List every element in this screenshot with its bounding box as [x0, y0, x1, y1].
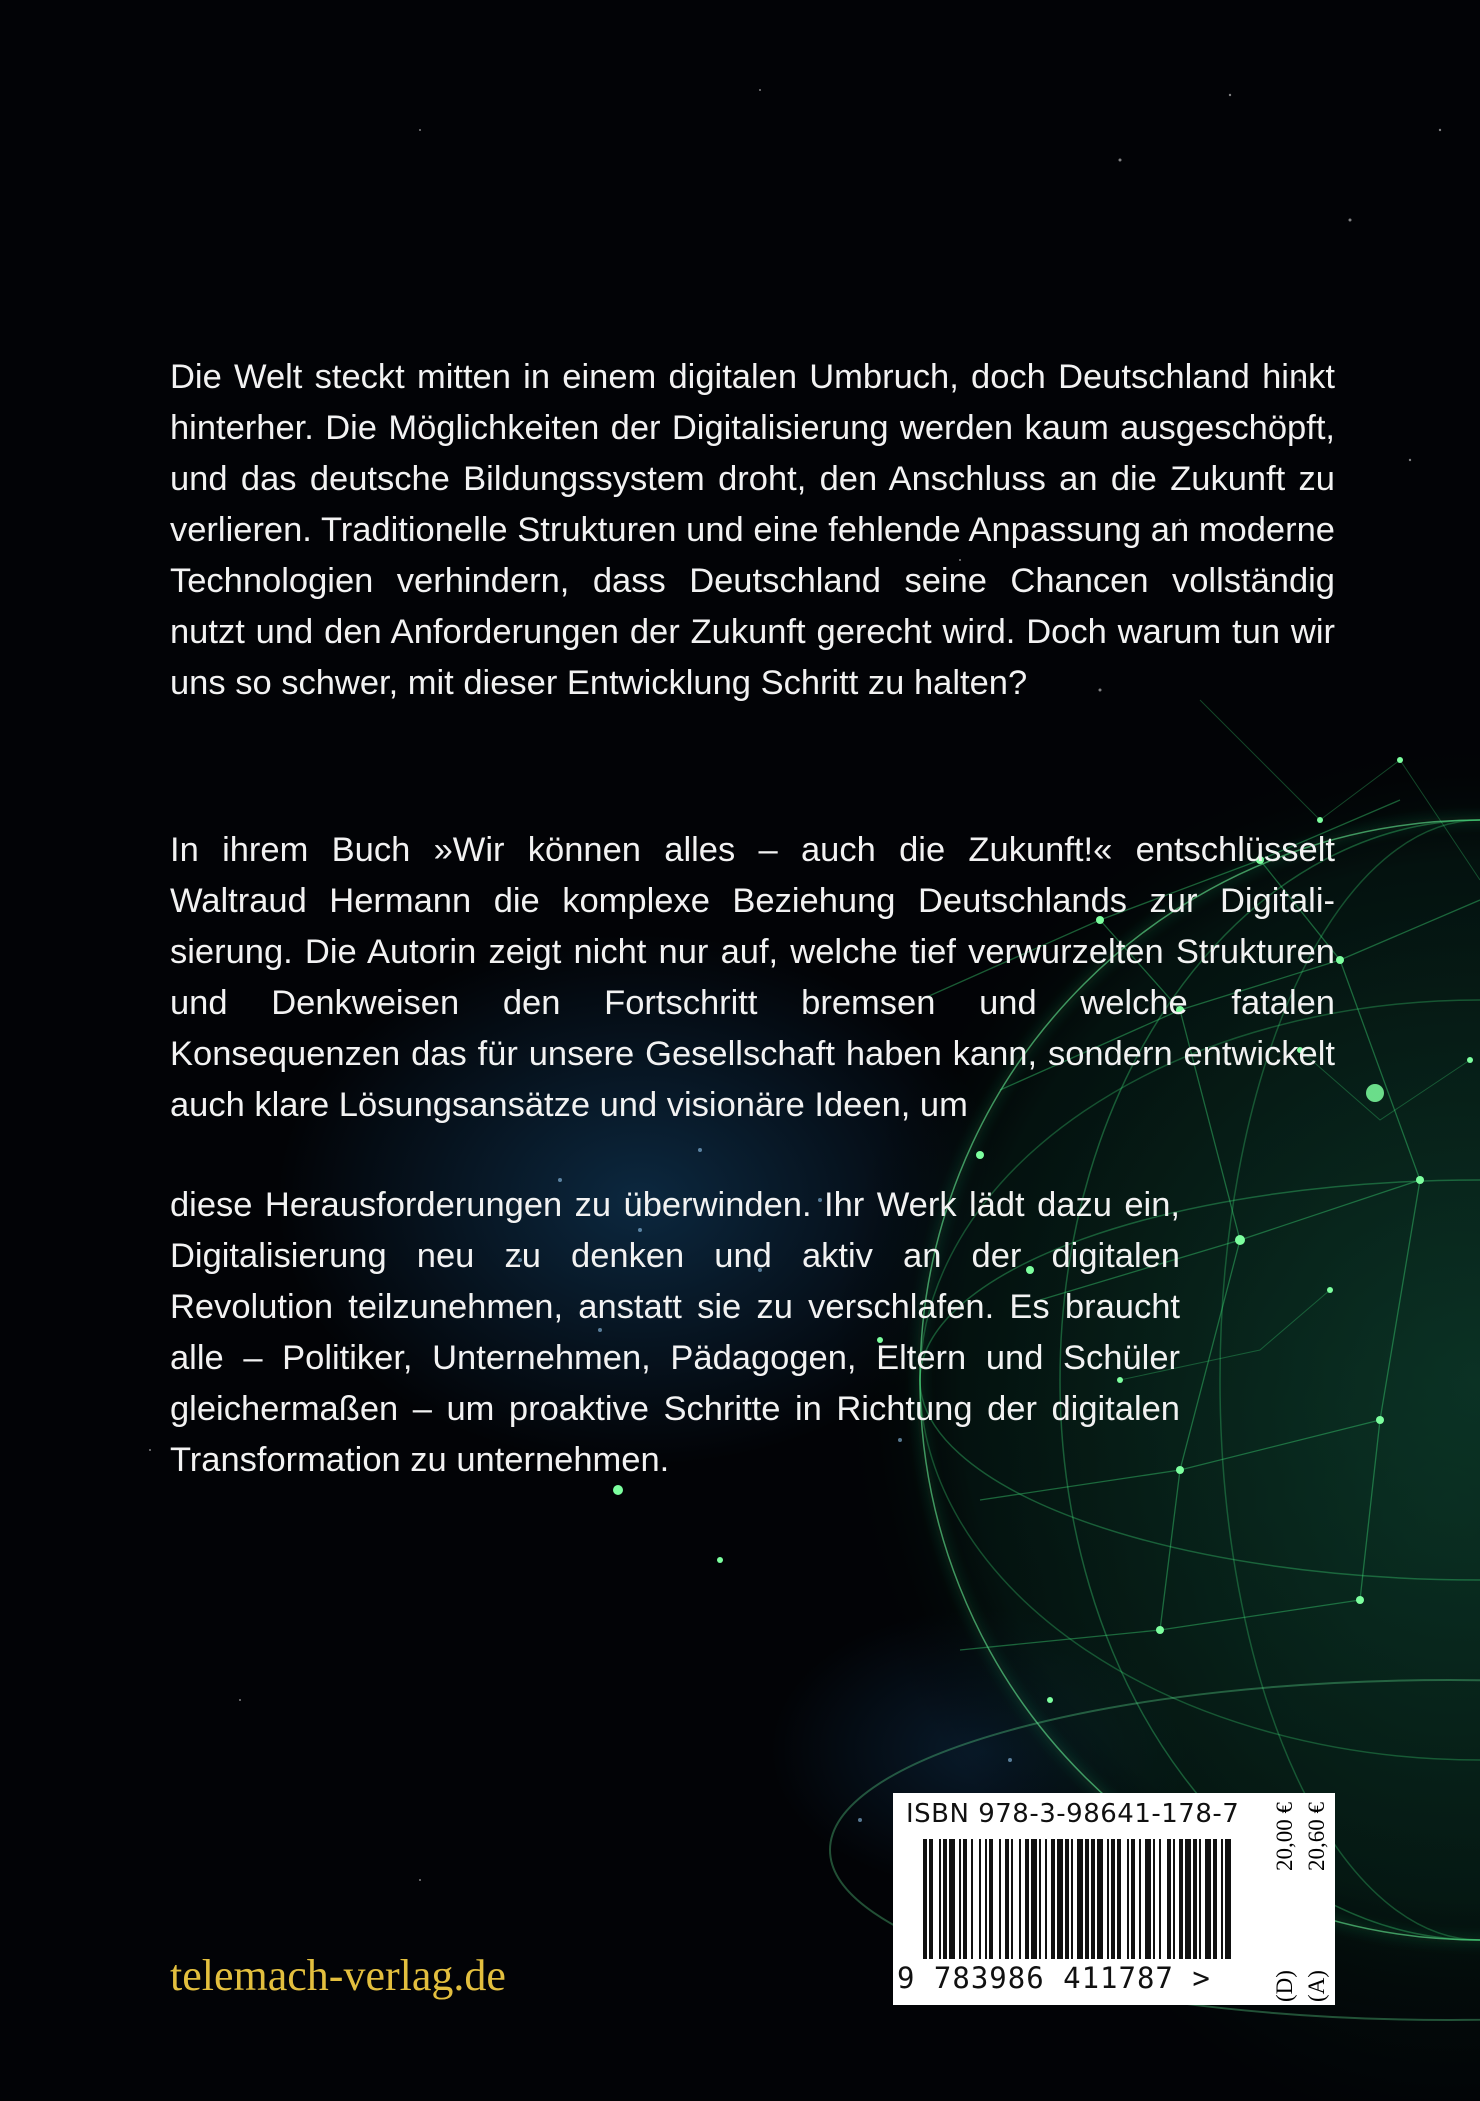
- intro-paragraph: Die Welt steckt mitten in einem digitalen Umbruch, doch Deutschland hinkt hinterher. Die Möglichkeiten der Digitalisierung werden kaum ausgeschöpft, und das deutsche Bildungssystem droht, den Anschluss an die Zukunft zu verlieren. Traditionelle Strukturen und eine fehlende Anpassung an moderne Technologien verhindern, dass Deutschland seine Chancen vollständig nutzt und den Anforderungen der Zukunft gerecht wird. Doch warum tun wir uns so schwer, mit dieser Entwicklung Schritt zu halten?: [170, 357, 1335, 702]
- price-country-de: (D): [1272, 1970, 1297, 2002]
- price-germany: [1270, 1802, 1300, 2002]
- isbn-barcode-label: [893, 1793, 1335, 2005]
- price-amount-at: 20,60 €: [1304, 1802, 1329, 1871]
- barcode-digits: 9 783986 411787 >: [897, 1961, 1211, 1995]
- price-country-at: (A): [1304, 1970, 1329, 2002]
- book-summary-paragraph: In ihrem Buch »Wir können alles – auch die Zukunft!« entschlüsselt Waltraud Hermann die komplexe Beziehung Deutschlands zur Digitalisierung. Die Autorin zeigt nicht nur auf, welche tief verwurzelten Strukturen und Denkweisen den Fortschritt bremsen und welche fatalen Konsequenzen das für unsere Gesellschaft haben kann, sondern entwickelt auch klare Lösungsansätze und visionäre Ideen, um: [170, 830, 1335, 1124]
- price-amount-de: 20,00 €: [1272, 1802, 1297, 1871]
- price-austria: [1302, 1802, 1332, 2002]
- isbn-number: ISBN 978-3-98641-178-7: [906, 1799, 1240, 1829]
- publisher-website: telemach-verlag.de: [170, 1951, 506, 2000]
- book-summary-paragraph-continued: diese Herausforderungen zu überwinden. Ihr Werk lädt dazu ein, Digitalisierung neu zu denken und aktiv an der digitalen Revolution teilzunehmen, anstatt sie zu verschlafen. Es braucht alle – Politiker, Unternehmen, Pädagogen, Eltern und Schüler gleichermaßen – um proaktive Schritte in Richtung der digitalen Transformation zu unternehmen.: [170, 1185, 1180, 1479]
